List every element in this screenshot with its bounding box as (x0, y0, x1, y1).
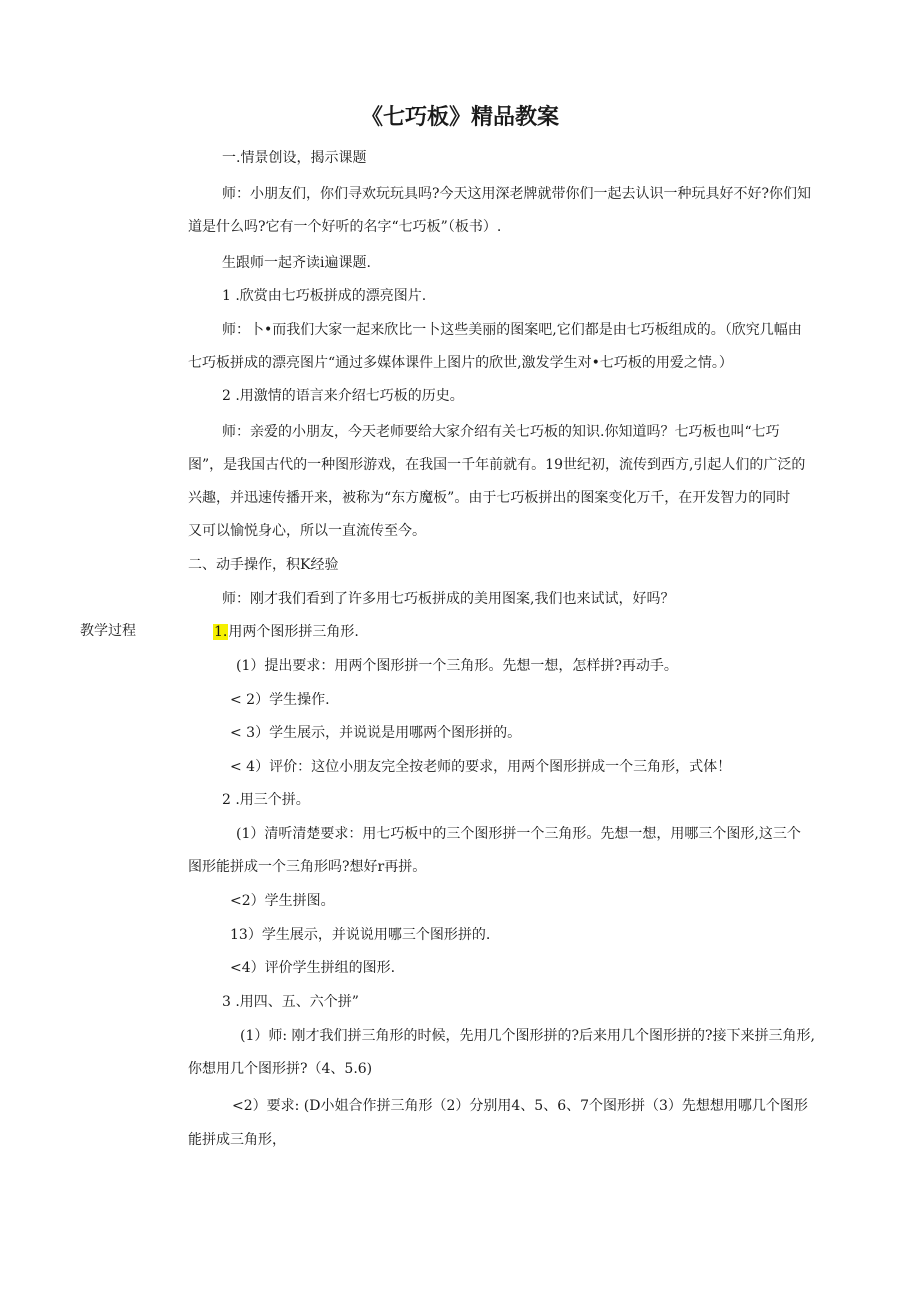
section-heading-1: 一.情景创设，揭示课题 (222, 150, 367, 166)
list-item: 1 .欣赏由七巧板拼成的漂亮图片. (222, 288, 427, 304)
paragraph-line: 兴趣，并迅速传播开来，被称为“东方魔板”。由于七巧板拼出的图案变化万千，在开发智力的同时 (188, 490, 791, 506)
paragraph-line: 生跟师一起齐读i遍课题. (222, 255, 371, 271)
paragraph-line: 师：卜•而我们大家一起来欣比一卜这些美丽的图案吧,它们都是由七巧板组成的。（欣究几幅由 (222, 322, 802, 338)
list-item: (1）提出要求：用两个图形拼一个三角形。先想一想，怎样拼?再动手。 (236, 658, 678, 674)
list-item: < 3）学生展示，并说说是用哪两个图形拼的。 (230, 725, 522, 741)
list-item-text: 用两个图形拼三角形. (228, 624, 359, 640)
list-item: 13）学生展示，并说说用哪三个图形拼的. (230, 927, 491, 943)
section-heading-2: 二、动手操作，积K经验 (188, 557, 339, 573)
list-item: < 4）评价：这位小朋友完全按老师的要求，用两个图形拼成一个三角形，式体！ (230, 759, 732, 775)
paragraph-line: 你想用几个图形拼?（4、5.6) (188, 1061, 373, 1077)
list-item: <2）要求: (D小姐合作拼三角形（2）分别用4、5、6、7个图形拼（3）先想想用哪几个图形 (232, 1098, 808, 1114)
list-item: (1）清听清楚要求：用七巧板中的三个图形拼一个三角形。先想一想，用哪三个图形,这三个 (236, 826, 801, 842)
paragraph-line: 师：刚才我们看到了许多用七巧板拼成的美用图案,我们也来试试，好吗？ (222, 591, 675, 607)
paragraph-line: 图”，是我国古代的一种图形游戏，在我国一千年前就有。19世纪初，流传到西方,引起人们的广泛的 (188, 457, 806, 473)
paragraph-line: 图形能拼成一个三角形吗?想好r再拼。 (188, 859, 427, 875)
highlighted-number: 1. (214, 624, 228, 640)
document-title: 《七巧板》精品教案 (360, 105, 559, 130)
list-item (213, 622, 359, 642)
list-item: (1）师: 刚才我们拼三角形的时候，先用几个图形拼的?后来用几个图形拼的?接下来拼三角形, (240, 1028, 815, 1044)
list-item: <4）评价学生拼组的图形. (230, 960, 396, 976)
paragraph-line: 师：亲爱的小朋友，今天老师要给大家介绍有关七巧板的知识.你知道吗？七巧板也叫“七巧 (222, 424, 780, 440)
paragraph-line: 又可以愉悦身心，所以一直流传至今。 (188, 523, 426, 539)
paragraph-line: 师：小朋友们，你们寻欢玩玩具吗?今天这用深老牌就带你们一起去认识一种玩具好不好?你们知 (222, 186, 812, 202)
list-item: < 2）学生操作. (230, 692, 330, 708)
paragraph-line: 七巧板拼成的漂亮图片“通过多媒体课件上图片的欣世,激发学生对•七巧板的用爱之情。） (188, 355, 733, 371)
list-item: 2 .用激情的语言来介绍七巧板的历史。 (222, 388, 464, 404)
list-item: 2 .用三个拼。 (222, 792, 310, 808)
list-item: <2）学生拼图。 (230, 893, 335, 909)
paragraph-line: 能拼成三角形， (188, 1132, 286, 1148)
list-item: 3 .用四、五、六个拼” (222, 994, 359, 1010)
paragraph-line: 道是什么吗?它有一个好听的名字“七巧板”（板书）. (188, 219, 502, 235)
side-label-teaching-process: 教学过程 (80, 623, 136, 639)
